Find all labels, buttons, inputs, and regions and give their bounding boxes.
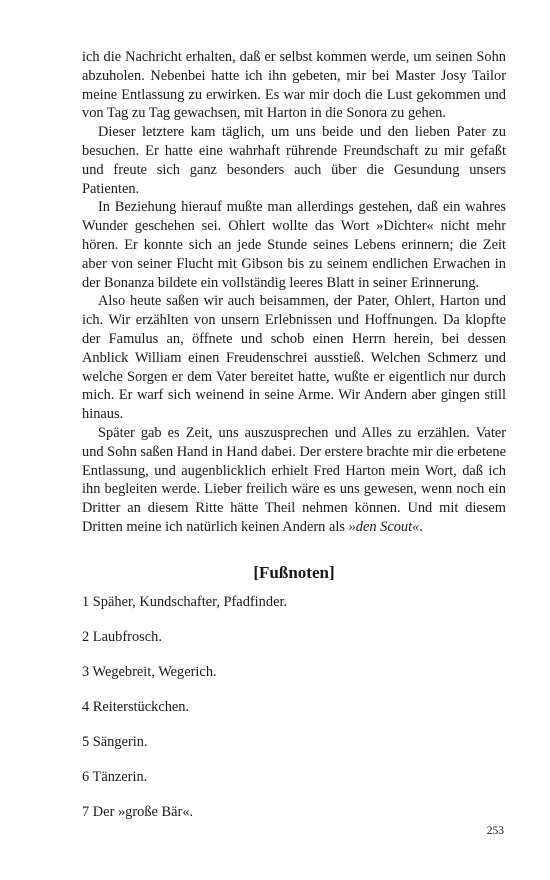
body-text <box>82 48 506 537</box>
paragraph-2: Dieser letztere kam täglich, um uns beide und den lieben Pater zu besuchen. Er hatte eine wahrhaft rührende Freundschaft zu mir gefaßt und freute sich ganz besonders auch über die Gesundung unsers Patienten. <box>82 124 506 197</box>
footnote-3: 3 Wegebreit, Wegerich. <box>82 663 217 680</box>
paragraph-4: Also heute saßen wir auch beisammen, der Pater, Ohlert, Harton und ich. Wir erzählten von unsern Erlebnissen und Hoffnungen. Da klopfte der Famulus an, öffnete und schob einen Herrn herein, bei dessen Anblick William einen Freudenschrei ausstieß. Welchen Schmerz und welche Sorgen er dem Vater bereitet hatte, wußte er eigentlich nur durch mich. Er warf sich weinend in seine Arme. Wir Andern aber gingen still hinaus. <box>82 293 506 423</box>
paragraph-1: ich die Nachricht erhalten, daß er selbst kommen werde, um seinen Sohn abzuholen. Nebenbei hatte ich ihn gebeten, mir bei Master Josy Tailor meine Entlassung zu erwirken. Es war mir doch die Lust gekommen und von Tag zu Tag gewachsen, mit Harton in die Sonora zu gehen. <box>82 49 506 122</box>
footnote-6: 6 Tänzerin. <box>82 768 148 785</box>
paragraph-5 <box>82 424 506 537</box>
paragraph-5-end: . <box>419 518 423 535</box>
footnotes-heading: [Fußnoten] <box>253 562 335 582</box>
footnote-5: 5 Sängerin. <box>82 733 148 750</box>
footnote-2: 2 Laubfrosch. <box>82 628 162 645</box>
footnotes-list <box>82 593 506 821</box>
paragraph-5-text: Später gab es Zeit, uns auszusprechen und Alles zu erzählen. Vater und Sohn saßen Hand in Hand dabei. Der erstere brachte mir die erbetene Entlassung, und augenblicklich erhielt Fred Harton mein Wort, daß ich ihn begleiten werde. Lieber freilich wäre es uns gewesen, wenn noch ein Dritter an diesem Ritte hätte Theil nehmen können. Und mit diesem Dritten meine ich natürlich keinen Andern als <box>82 424 506 535</box>
page-number: 253 <box>486 825 504 837</box>
page-content <box>82 48 506 838</box>
paragraph-5-emphasis: »den Scout« <box>348 518 420 535</box>
paragraph-3: In Beziehung hierauf mußte man allerdings gestehen, daß ein wahres Wunder geschehen sei. Ohlert wollte das Wort »Dichter« nicht mehr hören. Er konnte sich an jede Stunde seines Lebens erinnern; die Zeit aber von seiner Flucht mit Gibson bis zu seinem endlichen Erwachen in der Bonanza bildete ein vollständig leeres Blatt in seiner Erinnerung. <box>82 199 506 291</box>
footnote-1: 1 Späher, Kundschafter, Pfadfinder. <box>82 593 288 610</box>
footnote-7: 7 Der »große Bär«. <box>82 803 194 820</box>
footnote-4: 4 Reiterstückchen. <box>82 698 190 715</box>
